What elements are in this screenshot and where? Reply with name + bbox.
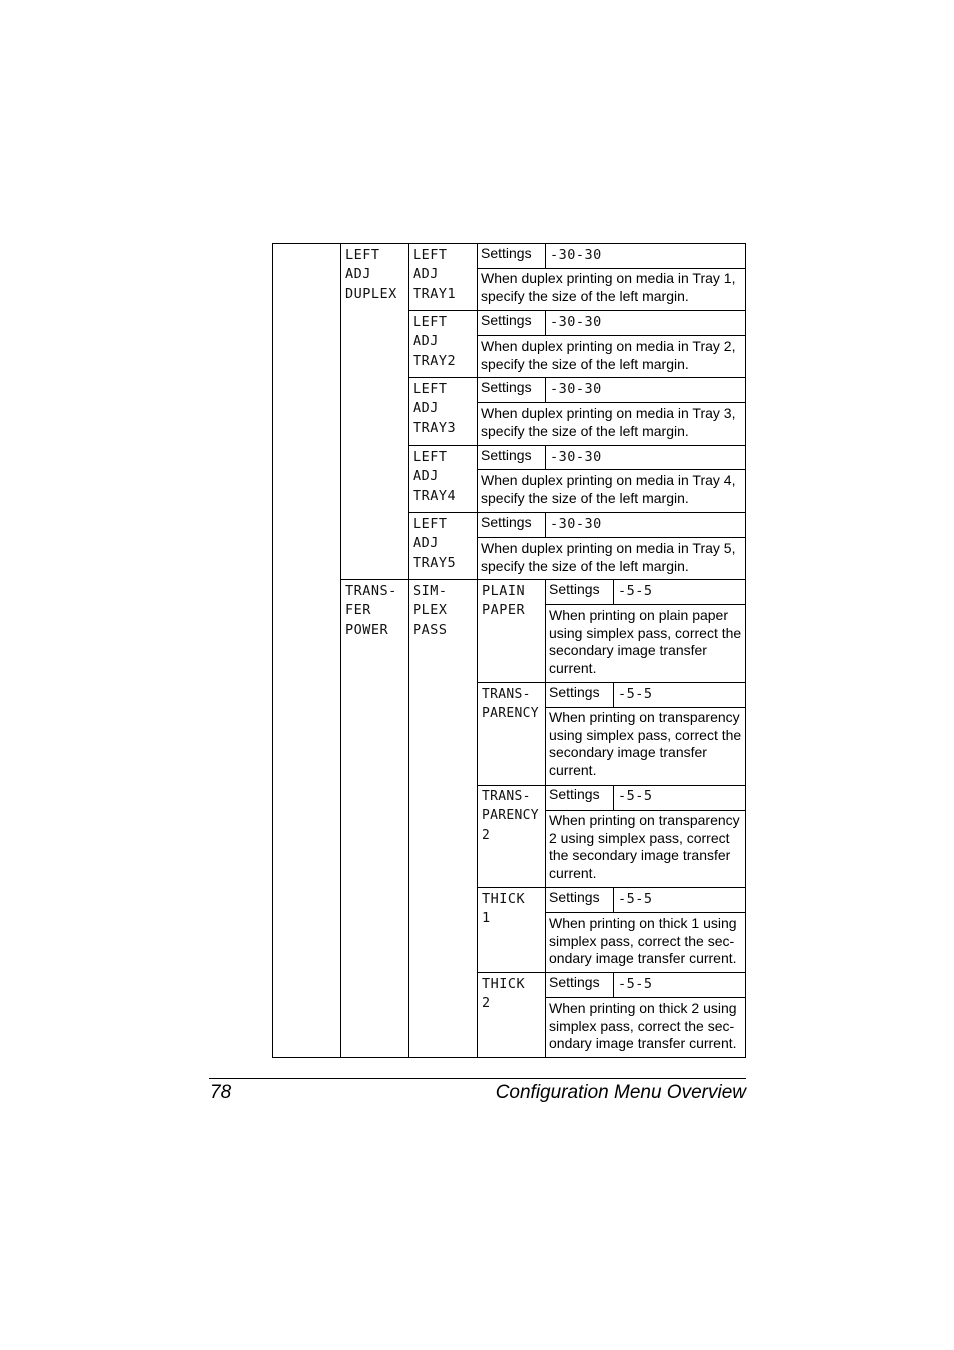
- setting-description: When printing on thick 1 using simplex pass, correct the sec-ondary image transfer current.: [549, 915, 737, 967]
- footer-rule: [209, 1078, 746, 1079]
- setting-description: When duplex printing on media in Tray 5, specify the size of the left margin.: [481, 540, 736, 574]
- settings-value-divider: [545, 310, 546, 335]
- row-divider: [477, 785, 746, 786]
- col-divider: [477, 243, 478, 1058]
- settings-value-divider: [613, 579, 614, 604]
- settings-label: Settings: [549, 786, 600, 802]
- menu-item-thick-2: THICK 2: [482, 976, 526, 1012]
- settings-label: Settings: [481, 312, 532, 328]
- settings-divider: [477, 537, 746, 538]
- menu-item-left-adj-tray3: LEFT ADJ TRAY3: [413, 381, 457, 436]
- settings-value-divider: [545, 243, 546, 268]
- settings-label: Settings: [481, 514, 532, 530]
- settings-label: Settings: [549, 889, 600, 905]
- settings-value-divider: [613, 887, 614, 912]
- settings-value: -30-30: [550, 314, 602, 330]
- row-divider: [477, 972, 746, 973]
- row-divider: [477, 682, 746, 683]
- settings-value: -30-30: [550, 247, 602, 263]
- setting-description: When duplex printing on media in Tray 1, specify the size of the left margin.: [481, 270, 736, 304]
- settings-divider: [545, 912, 746, 913]
- setting-description: When printing on plain paper using simplex pass, correct the secondary image transfer current.: [549, 607, 742, 676]
- settings-value: -30-30: [550, 449, 602, 465]
- settings-divider: [545, 707, 746, 708]
- settings-divider: [477, 268, 746, 269]
- row-divider: [477, 887, 746, 888]
- section-divider: [340, 579, 746, 580]
- col-divider: [408, 243, 409, 1058]
- setting-description: When printing on thick 2 using simplex pass, correct the sec-ondary image transfer current.: [549, 1000, 737, 1052]
- settings-value: -5-5: [618, 583, 653, 599]
- page-number: 78: [210, 1082, 232, 1103]
- settings-value-divider: [545, 377, 546, 402]
- row-divider: [408, 445, 746, 446]
- setting-description: When printing on transparency 2 using simplex pass, correct the secondary image transfer current.: [549, 812, 740, 881]
- row-divider: [408, 377, 746, 378]
- settings-value-divider: [545, 445, 546, 469]
- setting-description: When printing on transparency using simplex pass, correct the secondary image transfer current.: [549, 709, 742, 778]
- settings-label: Settings: [549, 581, 600, 597]
- settings-value: -5-5: [618, 976, 653, 992]
- settings-label: Settings: [481, 379, 532, 395]
- setting-description: When duplex printing on media in Tray 4, specify the size of the left margin.: [481, 472, 736, 506]
- col-divider: [340, 243, 341, 1058]
- menu-item-left-adj-tray5: LEFT ADJ TRAY5: [413, 516, 457, 571]
- settings-value-divider: [613, 682, 614, 707]
- settings-divider: [477, 469, 746, 470]
- settings-value-divider: [613, 972, 614, 997]
- setting-description: When duplex printing on media in Tray 3, specify the size of the left margin.: [481, 405, 736, 439]
- col-divider: [545, 579, 546, 1058]
- menu-item-plain-paper: PLAIN PAPER: [482, 583, 526, 619]
- settings-divider: [477, 335, 746, 336]
- settings-label: Settings: [481, 245, 532, 261]
- menu-level1-left-adj-duplex: LEFT ADJ DUPLEX: [345, 247, 397, 302]
- settings-divider: [477, 402, 746, 403]
- setting-description: When duplex printing on media in Tray 2, specify the size of the left margin.: [481, 338, 736, 372]
- settings-label: Settings: [549, 974, 600, 990]
- footer-section-title: Configuration Menu Overview: [495, 1082, 746, 1103]
- settings-value: -5-5: [618, 788, 653, 804]
- menu-item-thick-1: THICK 1: [482, 891, 526, 927]
- settings-value: -5-5: [618, 891, 653, 907]
- settings-divider: [545, 810, 746, 811]
- menu-level2-simplex-pass: SIM- PLEX PASS: [413, 583, 448, 638]
- settings-value: -30-30: [550, 381, 602, 397]
- settings-label: Settings: [481, 447, 532, 463]
- settings-label: Settings: [549, 684, 600, 700]
- row-divider: [408, 310, 746, 311]
- settings-value: -30-30: [550, 516, 602, 532]
- settings-value: -5-5: [618, 686, 653, 702]
- settings-value-divider: [613, 785, 614, 810]
- settings-divider: [545, 604, 746, 605]
- settings-divider: [545, 997, 746, 998]
- menu-item-transparency: TRANS- PARENCY: [482, 687, 539, 722]
- menu-item-left-adj-tray4: LEFT ADJ TRAY4: [413, 449, 457, 504]
- menu-item-left-adj-tray2: LEFT ADJ TRAY2: [413, 314, 457, 369]
- menu-level1-transfer-power: TRANS- FER POWER: [345, 583, 397, 638]
- menu-item-left-adj-tray1: LEFT ADJ TRAY1: [413, 247, 457, 302]
- settings-value-divider: [545, 512, 546, 537]
- row-divider: [408, 512, 746, 513]
- menu-item-transparency-2: TRANS- PARENCY 2: [482, 789, 539, 843]
